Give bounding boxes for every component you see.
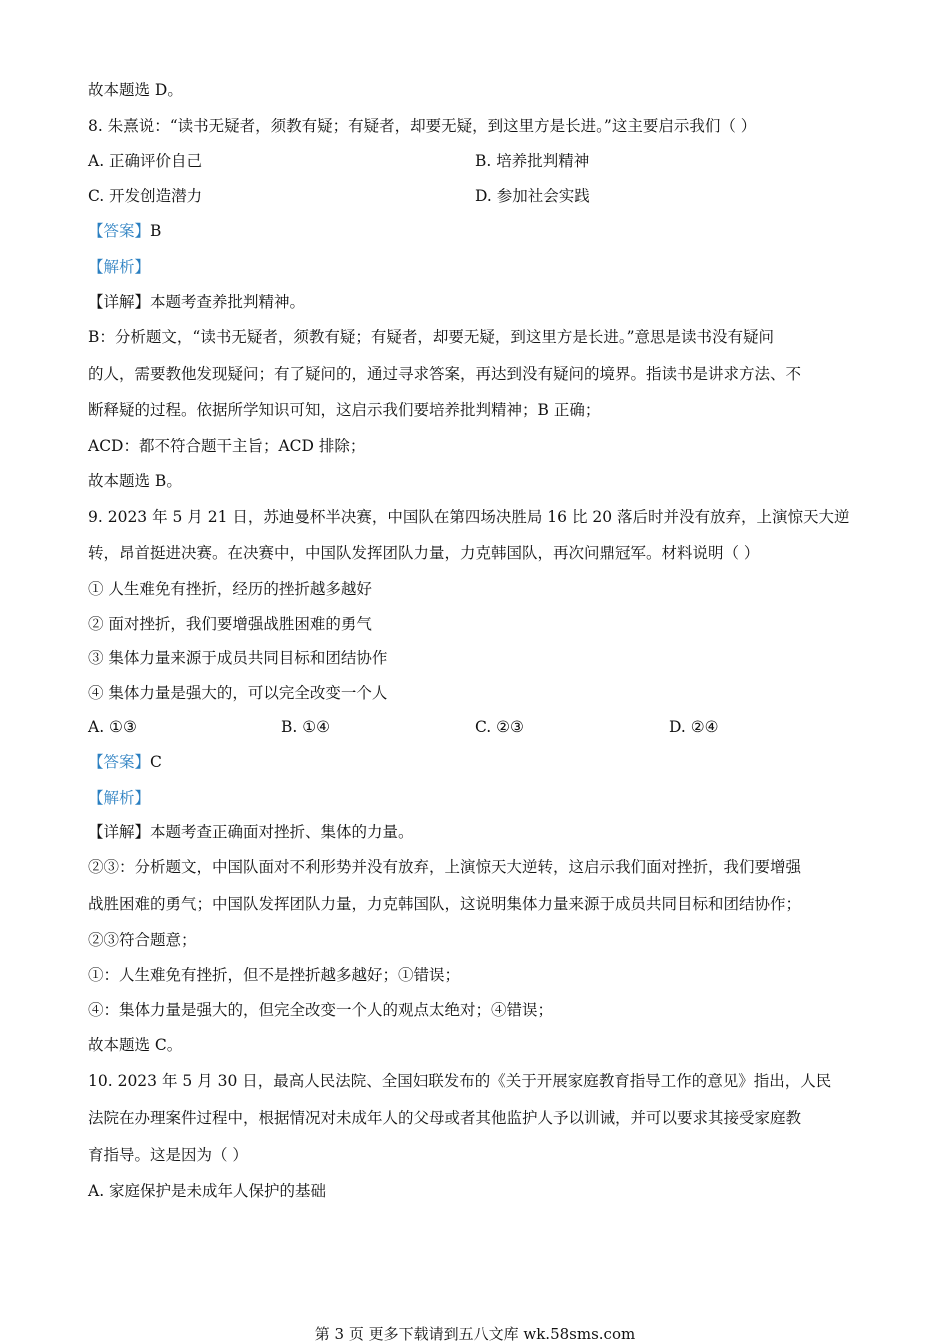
q9-explanation-4: ①：人生难免有挫折，但不是挫折越多越好；①错误； — [88, 966, 461, 984]
q9-explanation-2: 战胜困难的勇气；中国队发挥团队力量，力克韩国队，这说明集体力量来源于成员共同目标和团结协作； — [88, 895, 802, 913]
q8-explanation-1: B：分析题文，“读书无疑者，须教有疑；有疑者，却要无疑，到这里方是长进。”意思是读书没有疑问 — [88, 328, 774, 346]
page-footer: 第 3 页 更多下载请到五八文库 wk.58sms.com — [314, 1325, 636, 1343]
q9-detail: 【详解】本题考查正确面对挫折、集体的力量。 — [88, 823, 414, 841]
answer-tag: 【答案】 — [88, 753, 151, 771]
q9-option-b: B. ①④ — [281, 718, 331, 736]
q8-detail: 【详解】本题考查养批判精神。 — [88, 293, 306, 311]
q9-explanation-1: ②③：分析题文，中国队面对不利形势并没有放弃，上演惊天大逆转，这启示我们面对挫折，我们要增强 — [88, 858, 802, 876]
conclusion-q7: 故本题选 D。 — [88, 81, 183, 99]
answer-value: C — [150, 753, 162, 771]
q9-analysis-tag: 【解析】 — [88, 789, 151, 807]
question-10-line-3: 育指导。这是因为（ ） — [88, 1146, 248, 1164]
q8-explanation-4: ACD：都不符合题干主旨；ACD 排除； — [88, 437, 366, 455]
q8-answer — [88, 221, 161, 241]
q8-option-a: A. 正确评价自己 — [88, 152, 203, 170]
q8-option-c: C. 开发创造潜力 — [88, 187, 203, 205]
q9-answer — [88, 752, 162, 772]
question-10-line-1: 10. 2023 年 5 月 30 日，最高人民法院、全国妇联发布的《关于开展家庭教育指导工作的意见》指出，人民 — [88, 1072, 832, 1090]
q8-conclusion: 故本题选 B。 — [88, 472, 182, 490]
q10-option-a: A. 家庭保护是未成年人保护的基础 — [88, 1182, 327, 1200]
q8-option-b: B. 培养批判精神 — [475, 152, 590, 170]
q8-explanation-2: 的人，需要教他发现疑问；有了疑问的，通过寻求答案，再达到没有疑问的境界。指读书是讲求方法、不 — [88, 365, 802, 383]
question-8: 8. 朱熹说：“读书无疑者，须教有疑；有疑者，却要无疑，到这里方是长进。”这主要启示我们（ ） — [88, 117, 757, 135]
q9-statement-4: ④ 集体力量是强大的，可以完全改变一个人 — [88, 684, 388, 702]
q8-analysis-tag: 【解析】 — [88, 258, 151, 276]
question-10-line-2: 法院在办理案件过程中，根据情况对未成年人的父母或者其他监护人予以训诫，并可以要求其接受家庭教 — [88, 1109, 802, 1127]
q8-explanation-3: 断释疑的过程。依据所学知识可知，这启示我们要培养批判精神；B 正确； — [88, 401, 601, 419]
q9-explanation-3: ②③符合题意； — [88, 931, 197, 949]
q9-option-a: A. ①③ — [88, 718, 137, 736]
q9-statement-2: ② 面对挫折，我们要增强战胜困难的勇气 — [88, 615, 372, 633]
q9-conclusion: 故本题选 C。 — [88, 1036, 183, 1054]
q8-option-d: D. 参加社会实践 — [475, 187, 590, 205]
q9-statement-1: ① 人生难免有挫折，经历的挫折越多越好 — [88, 580, 372, 598]
question-9-line-2: 转，昂首挺进决赛。在决赛中，中国队发挥团队力量，力克韩国队，再次问鼎冠军。材料说明（ ） — [88, 544, 760, 562]
question-9-line-1: 9. 2023 年 5 月 21 日，苏迪曼杯半决赛，中国队在第四场决胜局 16 比 20 落后时并没有放弃，上演惊天大逆 — [88, 508, 850, 526]
q9-statement-3: ③ 集体力量来源于成员共同目标和团结协作 — [88, 649, 388, 667]
q9-option-d: D. ②④ — [669, 718, 719, 736]
answer-value: B — [150, 222, 162, 240]
q9-explanation-5: ④：集体力量是强大的，但完全改变一个人的观点太绝对；④错误； — [88, 1001, 554, 1019]
answer-tag: 【答案】 — [88, 222, 151, 240]
q9-option-c: C. ②③ — [475, 718, 524, 736]
